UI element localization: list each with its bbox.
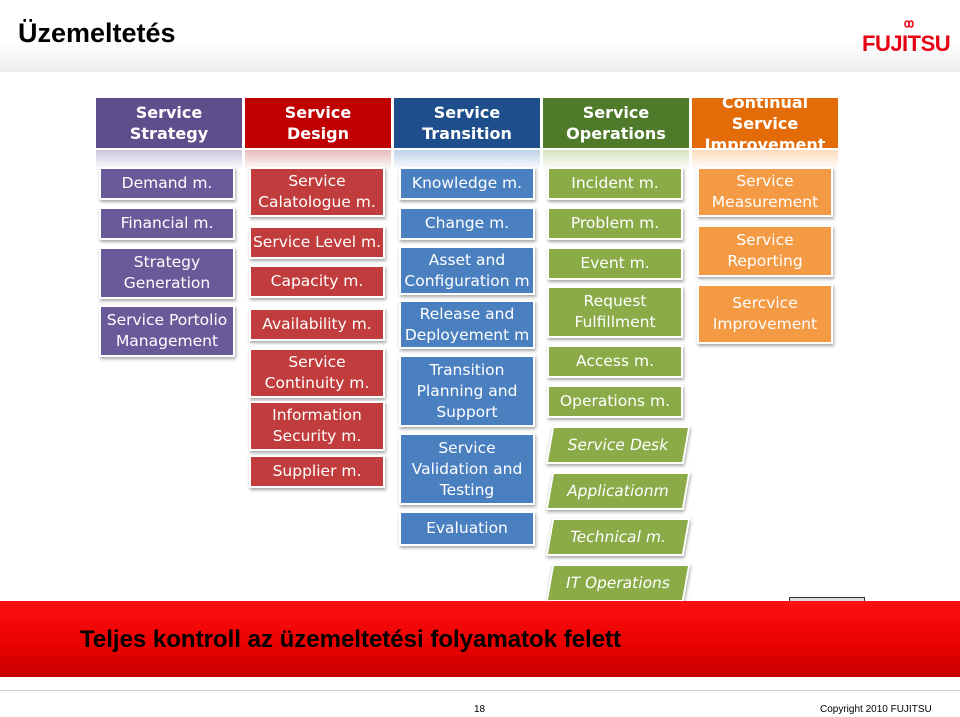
process-box: Evaluation: [399, 511, 535, 546]
process-box: Asset and Configuration m: [399, 246, 535, 295]
process-box: Event m.: [547, 247, 683, 280]
process-box: Information Security m.: [249, 401, 385, 451]
process-box: Service Calatologue m.: [249, 167, 385, 217]
process-box: Availability m.: [249, 308, 385, 341]
process-box: Incident m.: [547, 167, 683, 200]
process-box: Knowledge m.: [399, 167, 535, 200]
process-box: Access m.: [547, 345, 683, 378]
process-box: Technical m.: [546, 518, 691, 556]
banner-text: Teljes kontroll az üzemeltetési folyamatok felett: [80, 626, 622, 653]
process-box: Service Measurement: [697, 167, 833, 217]
footer-divider: [0, 690, 960, 691]
page-number: 18: [474, 704, 486, 715]
process-box: Service Validation and Testing: [399, 433, 535, 505]
process-box: Release and Deployement m: [399, 300, 535, 349]
process-box: IT Operations: [546, 564, 691, 602]
header-service-strategy: Service Strategy: [96, 98, 242, 148]
copyright-text: Copyright 2010 FUJITSU: [820, 704, 932, 715]
process-box: Operations m.: [547, 385, 683, 418]
process-box: Service Continuity m.: [249, 348, 385, 398]
header-continual-improvement: Continual Service Improvement: [692, 98, 838, 148]
process-box: Capacity m.: [249, 265, 385, 298]
page-title: Üzemeltetés: [18, 18, 176, 48]
process-box: Applicationm: [546, 472, 691, 510]
process-box: Service Desk: [546, 426, 691, 464]
process-box: Change m.: [399, 207, 535, 240]
process-box: Sercvice Improvement: [697, 284, 833, 344]
header-service-operations: Service Operations: [543, 98, 689, 148]
process-box: Supplier m.: [249, 455, 385, 488]
process-box: Transition Planning and Support: [399, 355, 535, 427]
process-box: Service Portolio Management: [99, 305, 235, 357]
process-box: Financial m.: [99, 207, 235, 240]
process-box: Strategy Generation: [99, 247, 235, 299]
header-service-design: Service Design: [245, 98, 391, 148]
process-box: Problem m.: [547, 207, 683, 240]
infinity-logo-icon: [902, 19, 916, 29]
process-box: Request Fulfillment: [547, 286, 683, 338]
logo-text: FUJITSU: [862, 31, 951, 56]
process-box: Service Level m.: [249, 226, 385, 259]
header-service-transition: Service Transition: [394, 98, 540, 148]
process-box: Service Reporting: [697, 225, 833, 277]
process-box: Demand m.: [99, 167, 235, 200]
fujitsu-logo: [862, 25, 951, 59]
